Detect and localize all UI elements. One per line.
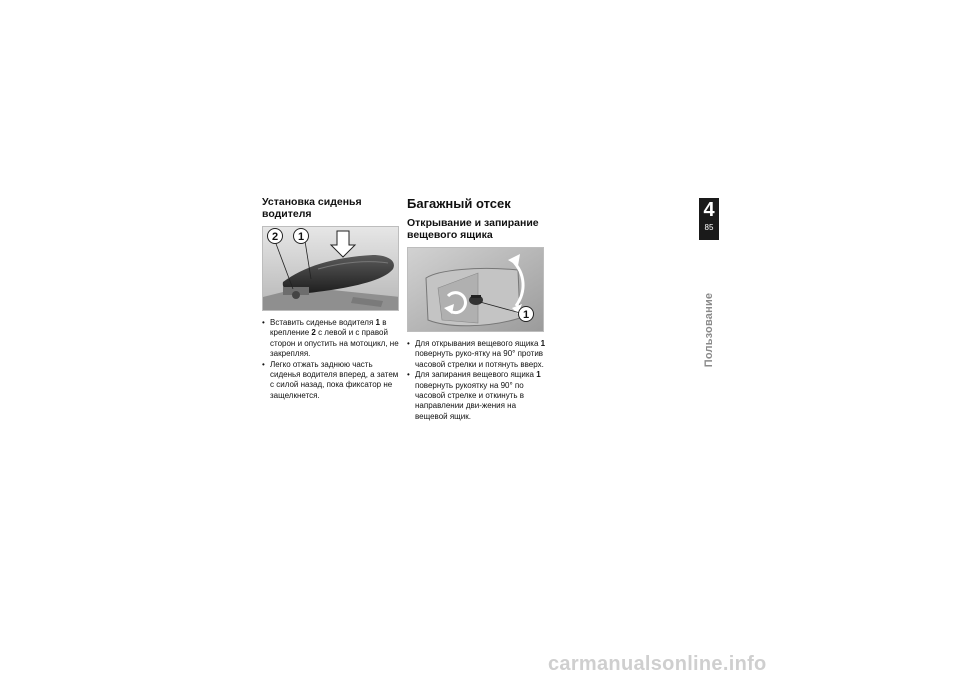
left-column [262,196,402,401]
list-item: • Для открывания вещевого ящика 1 повернуть руко-ятку на 90° против часовой стрелки и потянуть вверх. [407,339,547,370]
chapter-tab [699,198,719,240]
storage-box-steps [407,339,547,422]
figure-label-1: 1 [522,309,530,321]
page-number: 85 [704,223,714,232]
seat-install-steps [262,318,402,401]
chapter-number: 4 [703,199,715,221]
seat-figure [262,226,399,311]
watermark: carmanualsonline.info [548,653,767,675]
chapter-side-label: Пользование [703,292,715,368]
list-item: • Вставить сиденье водителя 1 в крепление 2 с левой и с правой сторон и опустить на мотоцикл, не закрепляя. [262,318,402,360]
seat-install-heading: Установка сиденья водителя [262,196,362,220]
storage-box-subheading: Открывание и запирание вещевого ящика [407,217,539,241]
seat-illustration [263,227,399,311]
storage-box-illustration [408,248,544,332]
luggage-heading: Багажный отсек [407,196,511,211]
list-item: • Для запирания вещевого ящика 1 повернуть рукоятку на 90° по часовой стрелке и откинуть в направлении дви-жения на вещевой ящик. [407,370,547,422]
storage-box-figure [407,247,544,332]
figure-label-2: 2 [271,231,279,243]
list-item: • Легко отжать заднюю часть сиденья водителя вперед, а затем с силой назад, пока фиксатор не защелкнется. [262,360,402,402]
right-column [407,196,547,422]
figure-label-1: 1 [297,231,305,243]
